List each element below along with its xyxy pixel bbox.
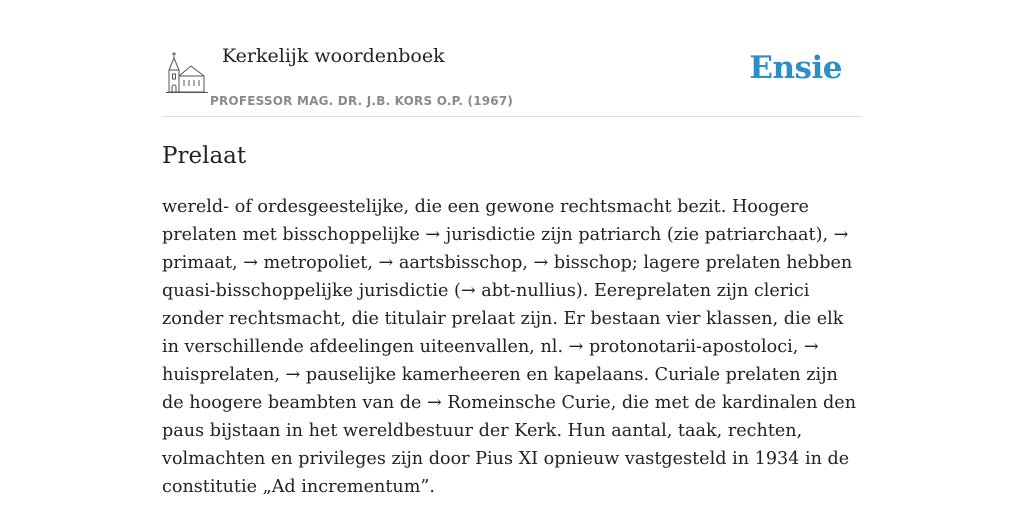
- body-text: primaat,: [162, 253, 244, 273]
- arrow-right-icon[interactable]: →: [425, 225, 441, 245]
- body-text: wereld- of ordesgeestelijke, die een gewone rechtsmacht bezit. Hoogere prelaten met bisschoppelijke: [162, 197, 809, 245]
- arrow-right-icon[interactable]: →: [378, 253, 394, 273]
- book-title[interactable]: Kerkelijk woordenboek: [222, 45, 445, 67]
- page: [162, 0, 862, 501]
- entry-body: [162, 193, 862, 501]
- body-text: huisprelaten,: [162, 365, 286, 385]
- body-text: Romeinsche Curie, die met de kardinalen den paus bijstaan in het wereldbestuur der Kerk. Hun aantal, taak, rechten, volmachten en privileges zijn door Pius XI opnieuw vastgesteld in 1934 in de constitutie „Ad incrementum”.: [162, 393, 857, 497]
- body-text: bisschop; lagere prelaten hebben quasi-bisschoppelijke jurisdictie (: [162, 253, 853, 301]
- body-text: metropoliet,: [257, 253, 379, 273]
- arrow-right-icon[interactable]: →: [460, 281, 476, 301]
- author-credit: PROFESSOR MAG. DR. J.B. KORS O.P. (1967): [210, 94, 514, 108]
- body-text: jurisdictie zijn patriarch (zie patriarchaat),: [440, 225, 834, 245]
- arrow-right-icon[interactable]: →: [427, 393, 442, 413]
- arrow-right-icon[interactable]: →: [568, 337, 584, 357]
- entry-title: Prelaat: [162, 143, 247, 169]
- arrow-right-icon[interactable]: →: [533, 253, 549, 273]
- brand-logo[interactable]: Ensie: [749, 50, 842, 86]
- body-text: protonotarii-apostoloci,: [583, 337, 804, 357]
- header: [162, 0, 862, 117]
- body-text: abt-nullius). Eereprelaten zijn clerici zonder rechtsmacht, die titulair prelaat zijn. Er bestaan vier klassen, die elk in verschillende afdeelingen uiteenvallen, nl.: [162, 281, 844, 357]
- arrow-right-icon[interactable]: →: [833, 225, 849, 245]
- church-icon[interactable]: [166, 50, 208, 94]
- body-text: pauselijke kamerheeren en kapelaans. Curiale prelaten zijn de hoogere beambten van de: [162, 365, 838, 413]
- arrow-right-icon[interactable]: →: [803, 337, 819, 357]
- arrow-right-icon[interactable]: →: [285, 365, 301, 385]
- arrow-right-icon[interactable]: →: [243, 253, 258, 273]
- body-text: aartsbisschop,: [393, 253, 534, 273]
